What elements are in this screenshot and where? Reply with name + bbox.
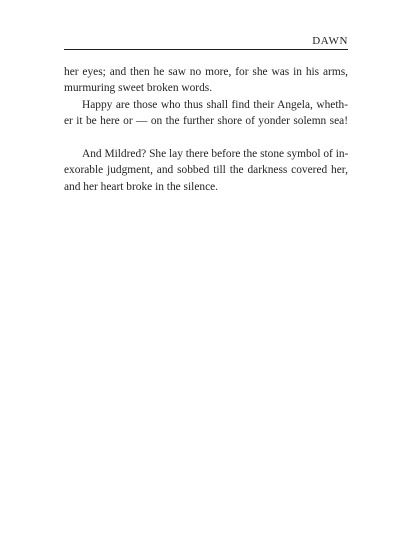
paragraph-gap — [64, 130, 348, 146]
body-text — [64, 64, 348, 195]
running-head: DAWN — [312, 35, 348, 47]
text-line: murmuring sweet broken words. — [64, 82, 213, 95]
paragraph-2 — [64, 97, 348, 130]
text-line: And Mildred? She lay there before the stone symbol of in- — [82, 148, 349, 161]
paragraph-1 — [64, 64, 348, 97]
header-rule — [64, 49, 348, 50]
text-line: er it be here or — on the further shore of yonder solemn sea! — [64, 115, 348, 128]
text-line: her eyes; and then he saw no more, for she was in his arms, — [64, 66, 348, 78]
text-line: exorable judgment, and sobbed till the darkness covered her, — [64, 164, 348, 177]
paragraph-3 — [64, 146, 348, 195]
text-line: and her heart broke in the silence. — [64, 180, 219, 193]
text-line: Happy are those who thus shall find their Angela, wheth- — [82, 98, 348, 111]
